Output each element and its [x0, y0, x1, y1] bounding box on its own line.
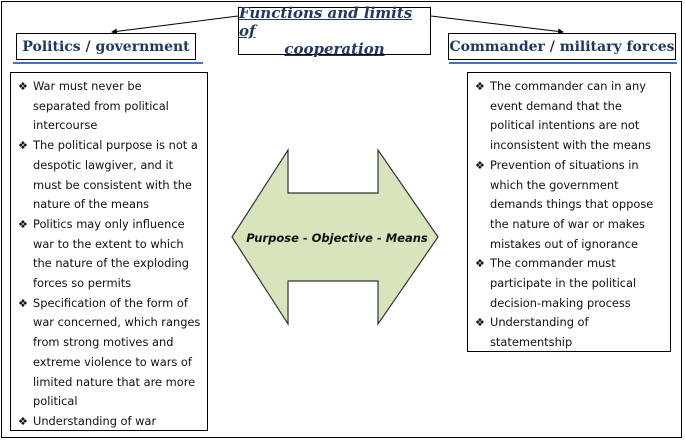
title-line-2: cooperation — [284, 40, 385, 58]
politics-item-text: Specification of the form of war concerned, which ranges from strong motives and extreme violence to wars of limited nature that are more political — [33, 295, 201, 409]
politics-item-text: Understanding of war — [33, 413, 157, 428]
diamond-bullet-icon: ❖ — [18, 80, 28, 93]
commander-item-text: The commander must participate in the political decision-making process — [490, 256, 637, 310]
arrow-label: Purpose - Objective - Means — [246, 231, 428, 245]
commander-item-text: Prevention of situations in which the government demands things that oppose the nature of war or makes mistakes out of ignorance — [490, 157, 654, 251]
diamond-bullet-icon: ❖ — [475, 80, 485, 93]
diamond-bullet-icon: ❖ — [18, 217, 28, 231]
commander-label: Commander / military forces — [448, 33, 676, 60]
commander-item-text: The commander can in any event demand that the political intentions are not inconsistent with the means — [490, 79, 651, 153]
diamond-bullet-icon: ❖ — [18, 414, 28, 428]
diamond-bullet-icon: ❖ — [475, 257, 485, 271]
commander-item-text: Understanding of statementship — [490, 315, 589, 350]
diamond-bullet-icon: ❖ — [18, 139, 28, 153]
politics-item-text: Politics may only influence war to the extent to which the nature of the exploding forces so permits — [33, 216, 189, 291]
diamond-bullet-icon: ❖ — [475, 316, 485, 330]
diamond-bullet-icon: ❖ — [18, 296, 28, 310]
diamond-bullet-icon: ❖ — [475, 158, 485, 172]
politics-item-text: War must never be separated from political intercourse — [33, 79, 169, 133]
politics-item-text: The political purpose is not a despotic lawgiver, and it must be consistent with the nature of the means — [33, 138, 198, 212]
politics-label: Politics / government — [16, 33, 196, 60]
title-line-1: Functions and limits of — [239, 4, 413, 40]
